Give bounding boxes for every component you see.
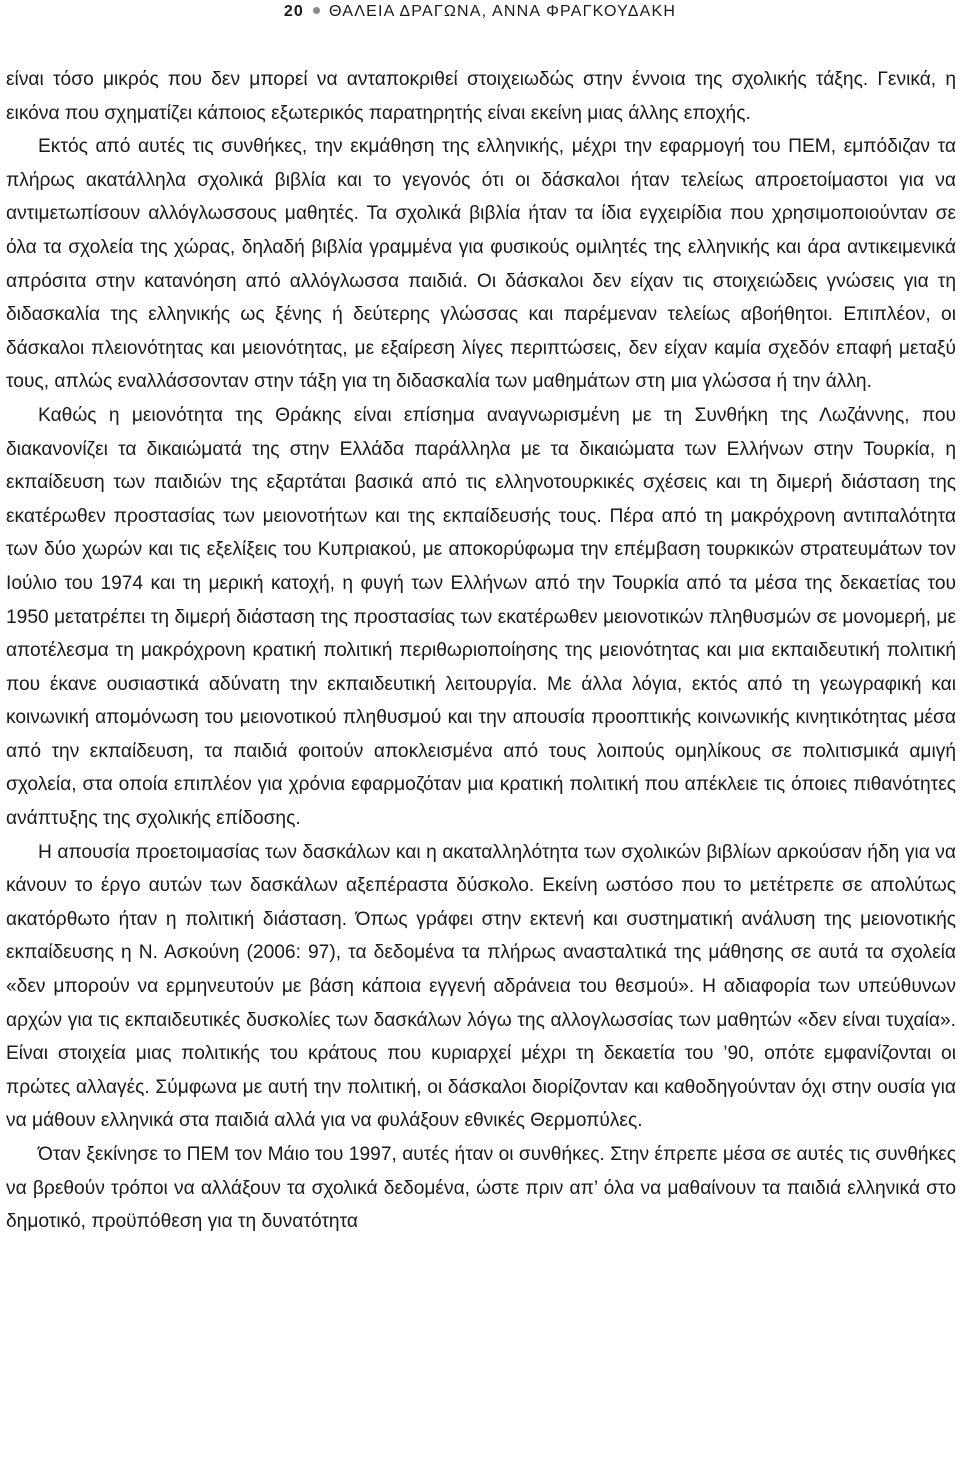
body-text: [6, 63, 956, 1239]
header-authors: ΘΑΛΕΙΑ ΔΡΑΓΩΝΑ, ΑΝΝΑ ΦΡΑΓΚΟΥΔΑΚΗ: [329, 3, 677, 20]
page-number: 20: [283, 3, 305, 20]
paragraph: Όταν ξεκίνησε το ΠΕΜ τον Μάιο του 1997, αυτές ήταν οι συνθήκες. Στην έπρεπε μέσα σε αυτές τις συνθήκες να βρεθούν τρόποι να αλλάξουν τα σχολικά δεδομένα, ώστε πριν απ’ όλα να μαθαίνουν τα παιδιά ελληνικά στο δημοτικό, προϋπόθεση για τη δυνατότητα: [6, 1144, 956, 1233]
paragraph: Εκτός από αυτές τις συνθήκες, την εκμάθηση της ελληνικής, μέχρι την εφαρμογή του ΠΕΜ, εμπόδιζαν τα πλήρως ακατάλληλα σχολικά βιβλία και το γεγονός ότι οι δάσκαλοι ήταν τελείως απροετοίμαστοι για να αντιμετωπίσουν αλλόγλωσσους μαθητές. Τα σχολικά βιβλία ήταν τα ίδια εγχειρίδια που χρησιμοποιούνταν σε όλα τα σχολεία της χώρας, δηλαδή βιβλία γραμμένα για φυσικούς ομιλητές της ελληνικής και άρα αντικειμενικά απρόσιτα στην κατανόηση από αλλόγλωσσα παιδιά. Οι δάσκαλοι δεν είχαν τις στοιχειώδεις γνώσεις για τη διδασκαλία της ελληνικής ως ξένης ή δεύτερης γλώσσας και παρέμεναν τελείως αβοήθητοι. Επιπλέον, οι δάσκαλοι πλειονότητας και μειονότητας, με εξαίρεση λίγες περιπτώσεις, δεν είχαν καμία σχεδόν επαφή μεταξύ τους, απλώς εναλλάσσονταν στην τάξη για τη διδασκαλία των μαθημάτων στη μια γλώσσα ή την άλλη.: [6, 136, 956, 393]
paragraph: Η απουσία προετοιμασίας των δασκάλων και η ακαταλληλότητα των σχολικών βιβλίων αρκούσαν ήδη για να κάνουν το έργο αυτών των δασκάλων αξεπέραστα δύσκολο. Εκείνη ωστόσο που το μετέτρεπε σε απολύτως ακατόρθωτο ήταν η πολιτική διάσταση. Όπως γράφει στην εκτενή και συστηματική ανάλυση της μειονοτικής εκπαίδευσης η Ν. Ασκούνη (2006: 97), τα δεδομένα τα πλήρως ανασταλτικά της μάθησης σε αυτά τα σχολεία «δεν μπορούν να ερμηνευτούν με βάση κάποια εγγενή αδράνεια του θεσμού». Η αδιαφορία των υπεύθυνων αρχών για τις εκπαιδευτικές δυσκολίες των δασκάλων λόγω της αλλογλωσσίας των μαθητών «δεν είναι τυχαία». Είναι στοιχεία μιας πολιτικής του κράτους που κυριαρχεί μέχρι τη δεκαετία του ’90, οπότε εμφανίζονται οι πρώτες αλλαγές. Σύμφωνα με αυτή την πολιτική, οι δάσκαλοι διορίζονταν και καθοδηγούνταν όχι στην ουσία για να μάθουν ελληνικά στα παιδιά αλλά για να φυλάξουν εθνικές Θερμοπύλες.: [6, 841, 956, 1132]
running-header: [0, 0, 960, 24]
paragraph: Καθώς η μειονότητα της Θράκης είναι επίσημα αναγνωρισμένη με τη Συνθήκη της Λωζάννης, που διακανονίζει τα δικαιώματά της στην Ελλάδα παράλληλα με τα δικαιώματα των Ελλήνων στην Τουρκία, η εκπαίδευση των παιδιών της εξαρτάται βασικά από τις ελληνοτουρκικές σχέσεις και τη διμερή διάσταση της εκατέρωθεν προστασίας των μειονοτήτων και της εκπαίδευσής τους. Πέρα από τη μακρόχρονη αντιπαλότητα των δύο χωρών και τις εξελίξεις του Κυπριακού, με αποκορύφωμα την επέμβαση τουρκικών στρατευμάτων τον Ιούλιο του 1974 και τη μερική κατοχή, η φυγή των Ελλήνων από την Τουρκία από τα μέσα της δεκαετίας του 1950 μετατρέπει τη διμερή διάσταση της προστασίας των εκατέρωθεν μειονοτικών πληθυσμών σε μονομερή, με αποτέλεσμα τη μακρόχρονη κρατική πολιτική περιθωριοποίησης της μειονότητας και μια εκπαιδευτική πολιτική που έκανε ουσιαστικά αδύνατη την εκπαιδευτική λειτουργία. Με άλλα λόγια, εκτός από τη γεωγραφική και κοινωνική απομόνωση του μειονοτικού πληθυσμού και την απουσία προοπτικής κοινωνικής κινητικότητας μέσα από την εκπαίδευση, τα παιδιά φοιτούν αποκλεισμένα από τους λοιπούς ομηλίκους σε πολιτισμικά αμιγή σχολεία, στα οποία επιπλέον για χρόνια εφαρμοζόταν μια κρατική πολιτική που απέκλειε τις όποιες πιθανότητες ανάπτυξης της σχολικής επίδοσης.: [6, 404, 956, 830]
paragraph: είναι τόσο μικρός που δεν μπορεί να ανταποκριθεί στοιχειωδώς στην έννοια της σχολικής τάξης. Γενικά, η εικόνα που σχηματίζει κάποιος εξωτερικός παρατηρητής είναι εκείνη μιας άλλης εποχής.: [6, 69, 956, 124]
bullet-separator-icon: [313, 7, 320, 14]
